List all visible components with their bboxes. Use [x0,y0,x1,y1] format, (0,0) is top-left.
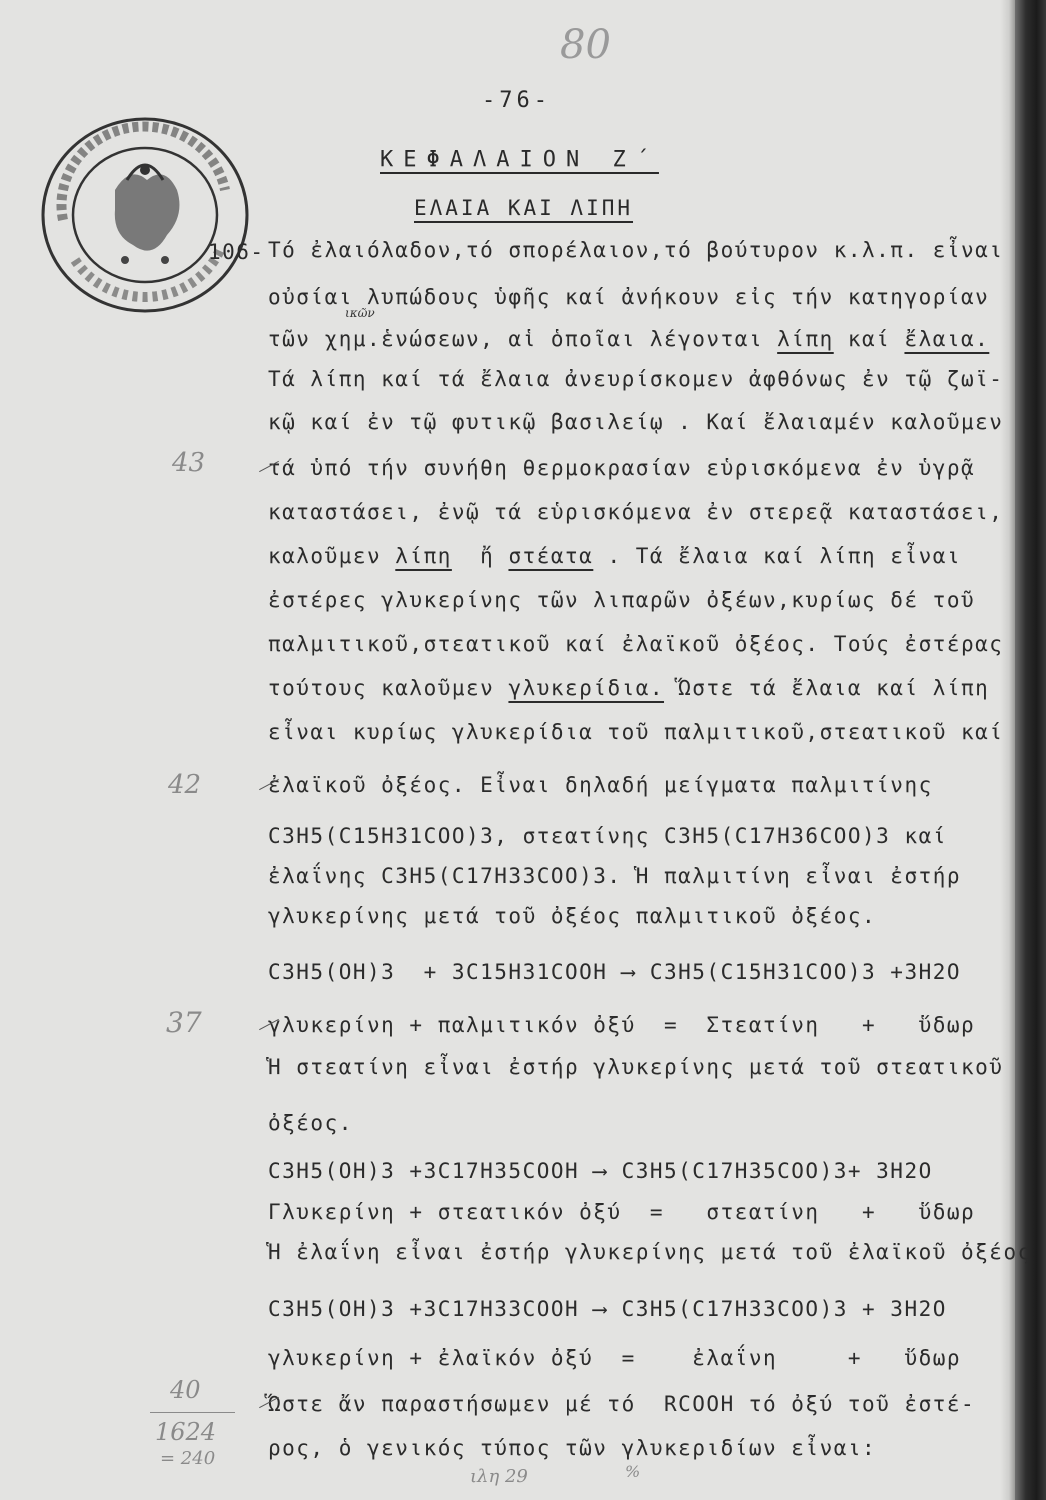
text-line: Ἡ στεατίνη εἶναι ἐστήρ γλυκερίνης μετά τοῦ στεατικοῦ [268,1055,1004,1079]
text-line [268,544,961,568]
equation-stearin-words: Γλυκερίνη + στεατικόν ὀξύ = στεατίνη + ὕδωρ [268,1200,976,1224]
formula-line: C3H5(C15H31COO)3, στεατίνης C3H5(C17H36COO)3 καί [268,824,947,848]
footer-percent-mark: % [625,1462,641,1481]
text-segment: Ὥστε τά ἔλαια καί λίπη [664,676,990,700]
text-segment: καί [833,327,905,351]
margin-calculation: = 240 [160,1448,216,1469]
text-line: ἐλαϊκοῦ ὀξέος. Εἶναι δηλαδή μείγματα παλμιτίνης [268,773,933,797]
text-line [268,327,989,351]
equation-olein-words: γλυκερίνη + ἐλαϊκόν ὀξύ = ἐλαΐνη + ὕδωρ [268,1346,962,1370]
page-number: -76- [482,88,551,113]
text-segment: τῶν χημ.ἑνώσεων, αἱ ὁποῖαι λέγονται [268,327,778,351]
text-line [268,676,989,700]
text-line: τά ὑπό τήν συνήθη θερμοκρασίαν εὑρισκόμενα ἐν ὑγρᾷ [268,456,976,480]
text-line: κῷ καί ἐν τῷ φυτικῷ βασιλείῳ . Καί ἔλαιαμέν καλοῦμεν [268,410,1004,434]
page-edge-shadow [1000,0,1015,1500]
archive-seal-stamp [35,110,255,320]
text-line: ρος, ὁ γενικός τύπος τῶν γλυκεριδίων εἶναι: [268,1436,877,1460]
equation-olein: C3H5(OH)3 +3C17H33COOH ⟶ C3H5(C17H33COO)3 + 3H2O [268,1297,947,1321]
margin-calculation: 40 [170,1376,201,1404]
text-line: ἐστέρες γλυκερίνης τῶν λιπαρῶν ὀξέων,κυρίως δέ τοῦ [268,588,976,612]
margin-note: 42 [168,770,202,800]
margin-note: 37 [166,1006,202,1039]
equation-stearin: C3H5(OH)3 +3C17H35COOH ⟶ C3H5(C17H35COO)3+ 3H2O [268,1159,933,1183]
text-line: ὀξέος. [268,1111,353,1135]
text-segment: καλοῦμεν [268,544,396,568]
margin-calculation: 1624 [155,1418,217,1446]
text-line: εἶναι κυρίως γλυκερίδια τοῦ παλμιτικοῦ,στεατικοῦ καί [268,720,1004,744]
text-line: καταστάσει, ἐνῷ τά εὑρισκόμενα ἐν στερεᾷ καταστάσει, [268,500,1004,524]
text-segment: . Τά ἔλαια καί λίπη εἶναι [593,544,962,568]
underlined-term-elaia: ἔλαια. [904,327,990,351]
underlined-term-steata: στέατα [508,544,594,568]
equation-palmitin: C3H5(OH)3 + 3C15H31COOH ⟶ C3H5(C15H31COO)3 +3H2O [268,960,962,984]
text-line: Τά λίπη καί τά ἔλαια ἀνευρίσκομεν ἀφθόνως ἐν τῷ ζωϊ- [268,367,1004,391]
text-line: Ἡ ἐλαΐνη εἶναι ἐστήρ γλυκερίνης μετά τοῦ ἐλαϊκοῦ ὀξέος [268,1240,1032,1264]
paragraph-number: 106- [208,240,265,264]
margin-calculation-line [150,1412,235,1413]
text-line: Τό ἐλαιόλαδον,τό σπορέλαιον,τό βούτυρον κ.λ.π. εἶναι [268,238,1004,262]
text-line: γλυκερίνης μετά τοῦ ὀξέος παλμιτικοῦ ὀξέος. [268,904,877,928]
equation-palmitin-words: γλυκερίνη + παλμιτικόν ὀξύ = Στεατίνη + ὕδωρ [268,1013,976,1037]
formula-line: ἐλαΐνης C3H5(C17H33COO)3. Ἡ παλμιτίνη εἶναι ἐστήρ [268,864,962,888]
text-line: παλμιτικοῦ,στεατικοῦ καί ἐλαϊκοῦ ὀξέος. Τούς ἐστέρας [268,632,1004,656]
text-segment: τούτους καλοῦμεν [268,676,509,700]
text-segment: ἤ [451,544,509,568]
underlined-term-lipi: λίπη [395,544,452,568]
underlined-term-lipi: λίπη [777,327,834,351]
margin-note: 43 [172,448,206,478]
text-line: Ὥστε ἄν παραστήσωμεν μέ τό RCOOH τό ὀξύ τοῦ ἐστέ- [268,1392,976,1416]
section-title: ΕΛΑΙΑ ΚΑΙ ΛΙΠΗ [414,196,634,220]
underlined-term-glykeridia: γλυκερίδια. [508,676,665,700]
footer-handwritten-note: ιλη 29 [470,1466,528,1487]
archive-number: 80 [560,22,611,68]
chapter-title: ΚΕΦΑΛΑΙΟΝ Ζ΄ [380,147,659,172]
handwritten-insertion: ικῶν [345,306,375,320]
text-line: οὐσίαι λυπώδους ὑφῆς καί ἀνήκουν εἰς τήν κατηγορίαν [268,285,990,309]
book-binding [1015,0,1046,1500]
